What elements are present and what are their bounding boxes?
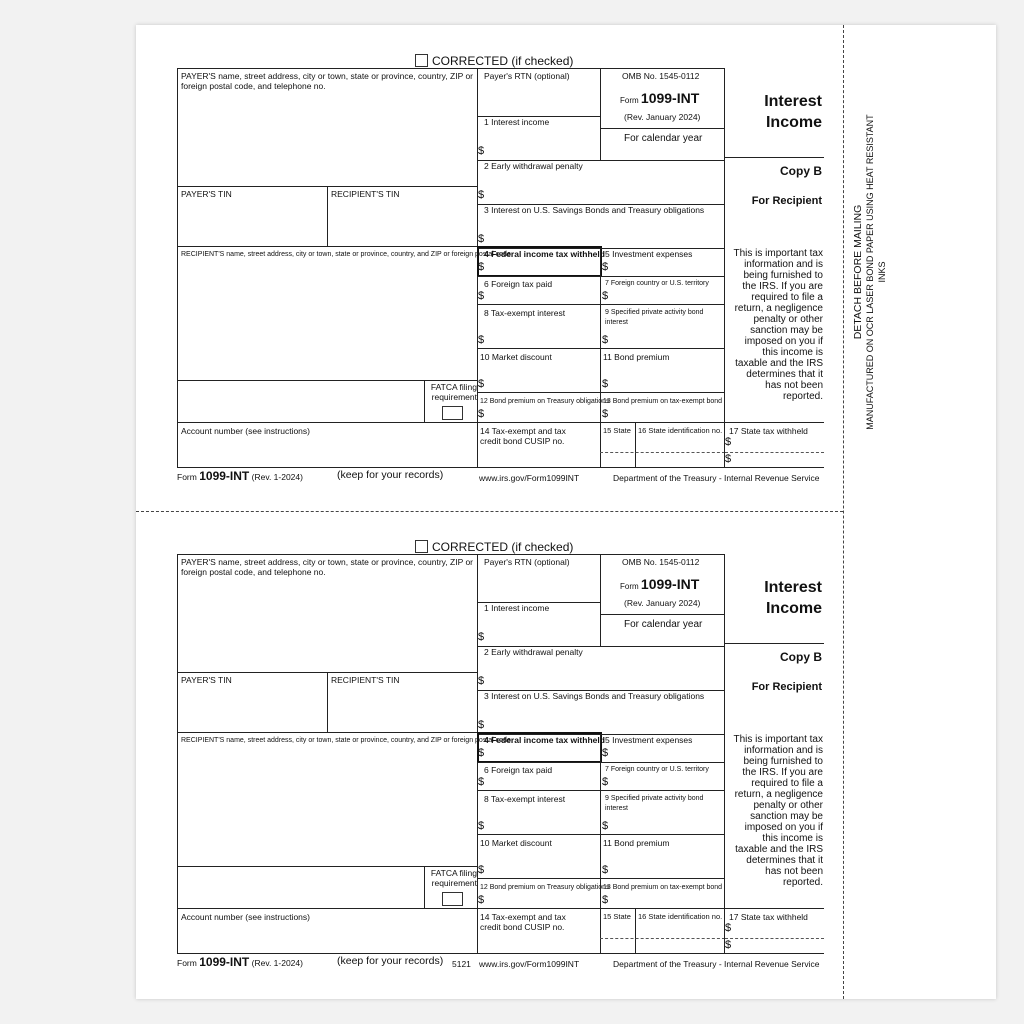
dollar-sign: $ — [602, 378, 609, 390]
account-label: Account number (see instructions) — [181, 912, 310, 922]
corrected-label: CORRECTED (if checked) — [432, 54, 574, 68]
checkbox-icon[interactable] — [415, 54, 428, 67]
box15-label: 15 State — [603, 426, 631, 435]
dollar-sign: $ — [725, 922, 732, 934]
dollar-sign: $ — [602, 776, 609, 788]
payer-rtn-label: Payer's RTN (optional) — [484, 71, 570, 81]
corrected-checkbox[interactable] — [415, 540, 573, 554]
box16-label: 16 State identification no. — [638, 912, 723, 921]
dollar-sign: $ — [602, 261, 609, 273]
footer-rev: (Rev. 1-2024) — [251, 472, 303, 482]
dollar-sign: $ — [478, 864, 485, 876]
box14-label: 14 Tax-exempt and tax credit bond CUSIP no. — [480, 912, 566, 932]
title-line1: Interest — [764, 93, 822, 110]
footer-form — [177, 955, 303, 969]
form-prefix: Form — [620, 96, 639, 105]
footer-rev: (Rev. 1-2024) — [251, 958, 303, 968]
recipient-name-box[interactable] — [177, 246, 478, 381]
recipient-tin-label: RECIPIENT'S TIN — [331, 189, 400, 199]
form-title — [730, 91, 822, 133]
for-recipient-label: For Recipient — [751, 195, 822, 207]
payer-tin-label: PAYER'S TIN — [181, 189, 232, 199]
dollar-sign: $ — [602, 894, 609, 906]
box12-label: 12 Bond premium on Treasury obligations — [480, 398, 610, 405]
footer-keep: (keep for your records) — [337, 955, 444, 967]
dollar-sign: $ — [602, 820, 609, 832]
box5-label: 5 Investment expenses — [605, 249, 693, 259]
form-name: 1099-INT — [640, 90, 700, 106]
footer-keep: (keep for your records) — [337, 469, 444, 481]
fatca-label: FATCA filing requirement — [430, 868, 477, 888]
box12-label: 12 Bond premium on Treasury obligations — [480, 884, 610, 891]
account-label: Account number (see instructions) — [181, 426, 310, 436]
dollar-sign: $ — [478, 719, 485, 731]
box5-label: 5 Investment expenses — [605, 735, 693, 745]
dollar-sign: $ — [602, 864, 609, 876]
box7-label: 7 Foreign country or U.S. territory — [605, 280, 709, 287]
box17-label: 17 State tax withheld — [729, 426, 808, 436]
dollar-sign: $ — [725, 436, 732, 448]
footer-form-prefix: Form — [177, 958, 197, 968]
footer-form-prefix: Form — [177, 472, 197, 482]
divider — [724, 157, 824, 158]
state-divider — [725, 938, 824, 939]
form-title — [730, 577, 822, 619]
box4-label: 4 Federal income tax withheld — [484, 735, 605, 745]
form-prefix: Form — [620, 582, 639, 591]
recipient-name-label: RECIPIENT'S name, street address, city or town, state or province, country, and ZIP or foreign postal code — [181, 251, 511, 258]
detach-text: DETACH BEFORE MAILING — [852, 204, 864, 340]
footer-url: www.irs.gov/Form1099INT — [479, 959, 580, 969]
fatca-checkbox[interactable] — [442, 406, 463, 420]
dollar-sign: $ — [725, 939, 732, 951]
dollar-sign: $ — [478, 776, 485, 788]
box4-label: 4 Federal income tax withheld — [484, 249, 605, 259]
box1-label: 1 Interest income — [484, 117, 550, 127]
dollar-sign: $ — [602, 334, 609, 346]
state-divider — [725, 452, 824, 453]
box6-label: 6 Foreign tax paid — [484, 765, 553, 775]
footer-dept: Department of the Treasury - Internal Revenue Service — [613, 959, 820, 969]
box11-label: 11 Bond premium — [603, 838, 670, 848]
box2-label: 2 Early withdrawal penalty — [484, 647, 583, 657]
footer-dept: Department of the Treasury - Internal Revenue Service — [613, 473, 820, 483]
form-number — [620, 576, 699, 592]
box16-label: 16 State identification no. — [638, 426, 723, 435]
dollar-sign: $ — [478, 334, 485, 346]
dollar-sign: $ — [478, 894, 485, 906]
form-revision: (Rev. January 2024) — [624, 598, 701, 608]
dollar-sign: $ — [478, 378, 485, 390]
title-line1: Interest — [764, 579, 822, 596]
box13-label: 13 Bond premium on tax-exempt bond — [603, 884, 723, 891]
fatca-label: FATCA filing requirement — [430, 382, 477, 402]
box13-label: 13 Bond premium on tax-exempt bond — [603, 398, 723, 405]
form-name: 1099-INT — [640, 576, 700, 592]
payer-name-label: PAYER'S name, street address, city or town, state or province, country, ZIP or foreign postal code, and telephone no. — [181, 557, 474, 577]
state-divider — [600, 938, 725, 939]
form-number — [620, 90, 699, 106]
box8-label: 8 Tax-exempt interest — [484, 794, 566, 804]
dollar-sign: $ — [478, 820, 485, 832]
dollar-sign: $ — [478, 261, 485, 273]
dollar-sign: $ — [478, 747, 485, 759]
notice-text: This is important tax information and is being furnished to the IRS. If you are required to file a return, a negligence penalty or other sanction may be imposed on you if this income is taxable and the IRS determines that it has not been reported. — [733, 248, 823, 402]
divider — [600, 614, 725, 615]
box11-label: 11 Bond premium — [603, 352, 670, 362]
omb-number: OMB No. 1545-0112 — [622, 557, 700, 567]
corrected-checkbox[interactable] — [415, 54, 573, 68]
calendar-year: For calendar year — [624, 619, 703, 630]
divider — [600, 128, 725, 129]
state-divider — [600, 452, 725, 453]
payer-tin-label: PAYER'S TIN — [181, 675, 232, 685]
dollar-sign: $ — [478, 631, 485, 643]
recipient-name-box[interactable] — [177, 732, 478, 867]
paper-text: MANUFACTURED ON OCR LASER BOND PAPER USING HEAT RESISTANT INKS — [865, 114, 887, 430]
checkbox-icon[interactable] — [415, 540, 428, 553]
calendar-year: For calendar year — [624, 133, 703, 144]
form-copy-top — [0, 54, 1024, 484]
notice-text: This is important tax information and is being furnished to the IRS. If you are required to file a return, a negligence penalty or other sanction may be imposed on you if this income is taxable and the IRS determines that it has not been reported. — [733, 734, 823, 888]
dollar-sign: $ — [602, 290, 609, 302]
dollar-sign: $ — [478, 145, 485, 157]
dollar-sign: $ — [478, 675, 485, 687]
box10-label: 10 Market discount — [480, 352, 552, 362]
for-recipient-label: For Recipient — [751, 681, 822, 693]
dollar-sign: $ — [478, 408, 485, 420]
corrected-label: CORRECTED (if checked) — [432, 540, 574, 554]
recipient-name-label: RECIPIENT'S name, street address, city or town, state or province, country, and ZIP or foreign postal code — [181, 737, 511, 744]
footer-code: 5121 — [452, 959, 471, 969]
title-line2: Income — [765, 600, 822, 617]
box6-label: 6 Foreign tax paid — [484, 279, 553, 289]
recipient-tin-label: RECIPIENT'S TIN — [331, 675, 400, 685]
box9-label: 9 Specified private activity bond interest — [605, 795, 704, 812]
divider — [724, 643, 824, 644]
box1-label: 1 Interest income — [484, 603, 550, 613]
footer-form-name: 1099-INT — [199, 469, 250, 483]
blank-box — [177, 866, 425, 909]
box14-label: 14 Tax-exempt and tax credit bond CUSIP no. — [480, 426, 566, 446]
blank-box — [177, 380, 425, 423]
box8-label: 8 Tax-exempt interest — [484, 308, 566, 318]
omb-number: OMB No. 1545-0112 — [622, 71, 700, 81]
payer-rtn-label: Payer's RTN (optional) — [484, 557, 570, 567]
box3-label: 3 Interest on U.S. Savings Bonds and Treasury obligations — [484, 691, 705, 701]
footer-form-name: 1099-INT — [199, 955, 250, 969]
dollar-sign: $ — [478, 290, 485, 302]
dollar-sign: $ — [602, 747, 609, 759]
box17-label: 17 State tax withheld — [729, 912, 808, 922]
fatca-checkbox[interactable] — [442, 892, 463, 906]
dollar-sign: $ — [602, 408, 609, 420]
title-line2: Income — [765, 114, 822, 131]
footer-url: www.irs.gov/Form1099INT — [479, 473, 580, 483]
form-revision: (Rev. January 2024) — [624, 112, 701, 122]
box9-label: 9 Specified private activity bond interest — [605, 309, 704, 326]
dollar-sign: $ — [478, 233, 485, 245]
form-copy-bottom — [0, 540, 1024, 970]
detach-line-horizontal — [136, 511, 843, 512]
footer-form — [177, 469, 303, 483]
box10-label: 10 Market discount — [480, 838, 552, 848]
copy-b-label: Copy B — [780, 164, 822, 178]
box15-label: 15 State — [603, 912, 631, 921]
dollar-sign: $ — [478, 189, 485, 201]
copy-b-label: Copy B — [780, 650, 822, 664]
box3-label: 3 Interest on U.S. Savings Bonds and Treasury obligations — [484, 205, 705, 215]
dollar-sign: $ — [725, 453, 732, 465]
box7-label: 7 Foreign country or U.S. territory — [605, 766, 709, 773]
payer-name-label: PAYER'S name, street address, city or town, state or province, country, ZIP or foreign postal code, and telephone no. — [181, 71, 474, 91]
box2-label: 2 Early withdrawal penalty — [484, 161, 583, 171]
